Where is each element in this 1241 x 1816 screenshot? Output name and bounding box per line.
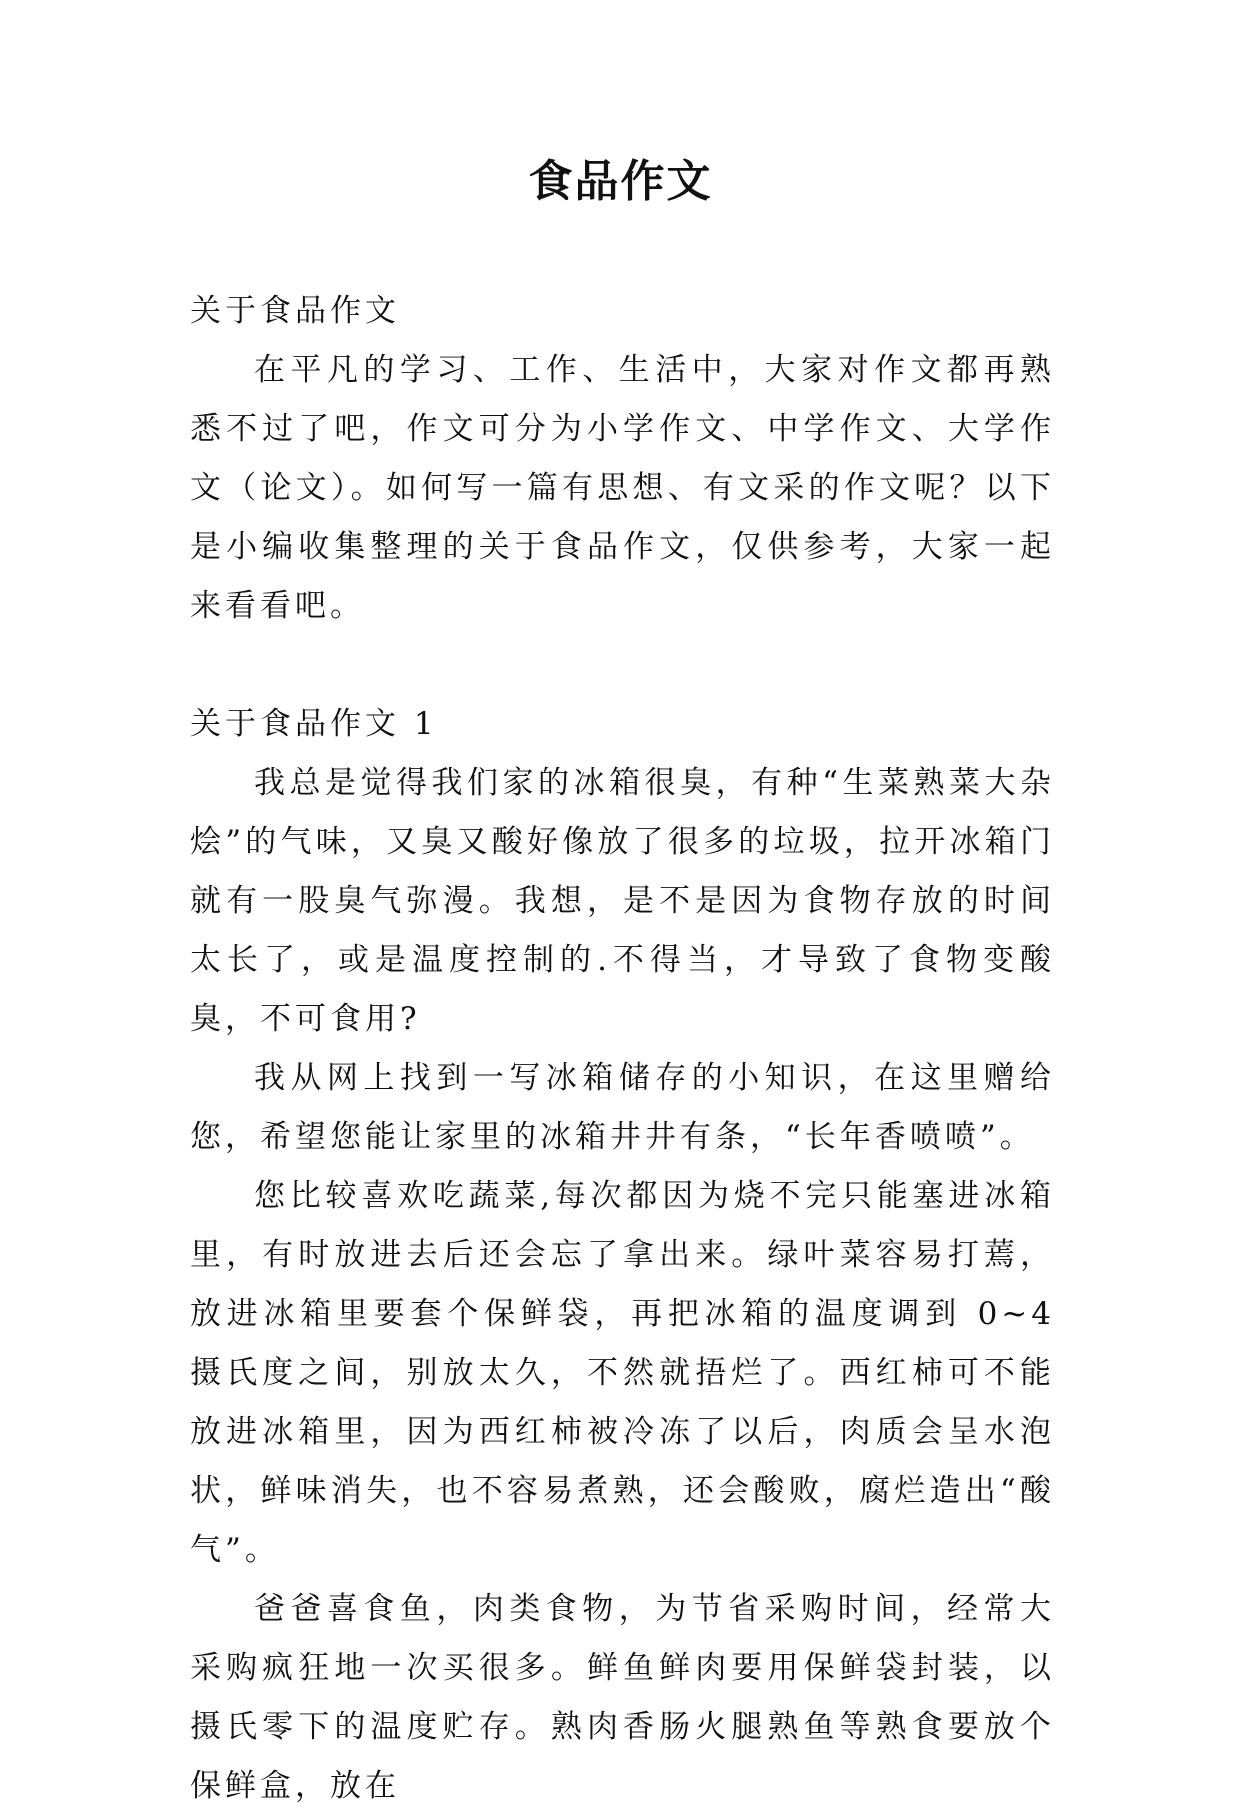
section-gap bbox=[190, 636, 1055, 695]
intro-heading: 关于食品作文 bbox=[190, 293, 400, 329]
section1-paragraph: 我从网上找到一写冰箱储存的小知识，在这里赠给您，希望您能让家里的冰箱井井有条，“长年香喷喷”。 bbox=[190, 1060, 1055, 1155]
document-body bbox=[190, 282, 1055, 1816]
section1-paragraph: 我总是觉得我们家的冰箱很臭，有种“生菜熟菜大杂烩”的气味，又臭又酸好像放了很多的垃圾，拉开冰箱门就有一股臭气弥漫。我想，是不是因为食物存放的时间太长了，或是温度控制的.不得当，才导致了食物变酸臭，不可食用? bbox=[190, 765, 1055, 1037]
intro-paragraph: 在平凡的学习、工作、生活中，大家对作文都再熟悉不过了吧，作文可分为小学作文、中学作文、大学作文（论文）。如何写一篇有思想、有文采的作文呢？以下是小编收集整理的关于食品作文，仅供参考，大家一起来看看吧。 bbox=[190, 352, 1055, 624]
section1-heading: 关于食品作文 1 bbox=[190, 706, 438, 742]
document-title: 食品作文 bbox=[528, 156, 713, 207]
section1-paragraph: 您比较喜欢吃蔬菜,每次都因为烧不完只能塞进冰箱里，有时放进去后还会忘了拿出来。绿叶菜容易打蔫，放进冰箱里要套个保鲜袋，再把冰箱的温度调到 0~4 摄氏度之间，别放太久，不然就捂烂了。西红柿可不能放进冰箱里，因为西红柿被冷冻了以后，肉质会呈水泡状，鲜味消失，也不容易煮熟，还会酸败，腐烂造出“酸气”。 bbox=[190, 1178, 1055, 1568]
section1-paragraph: 爸爸喜食鱼，肉类食物，为节省采购时间，经常大采购疯狂地一次买很多。鲜鱼鲜肉要用保鲜袋封装，以摄氏零下的温度贮存。熟肉香肠火腿熟鱼等熟食要放个保鲜盒，放在 bbox=[190, 1591, 1055, 1804]
